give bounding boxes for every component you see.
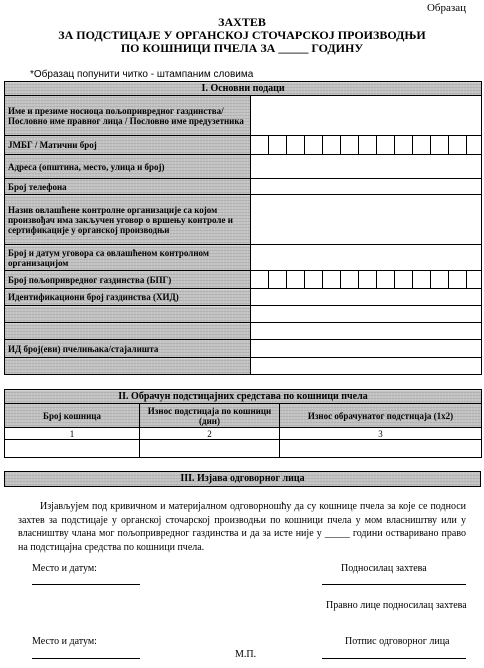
- column-header-hive-count: Број кошница: [5, 404, 140, 428]
- section2-header: II. Обрачун подстицајних средстава по кошници пчела: [5, 390, 482, 404]
- field-label-bpg: Број пољопривредног газдинства (БПГ): [5, 271, 251, 289]
- bpg-digit-cell[interactable]: [323, 271, 341, 289]
- hid-extra-input[interactable]: [251, 306, 482, 323]
- jmbg-digit-cell[interactable]: [341, 136, 359, 155]
- declaration-text: Изјављујем под кривичном и материјалном одговорношћу да су кошнице пчела за које се подноси захтев за подстицаје у органској сточарској производњи по кошници пчела у мом власништву или у власништву члана мог пољопривредног газдинства и да за исте није у _____ години остваривано право на подстицајна средства по кошници пчела.: [18, 501, 466, 553]
- apiary-id-input[interactable]: [251, 340, 482, 358]
- jmbg-digit-cell[interactable]: [359, 136, 377, 155]
- bpg-digit-cell[interactable]: [395, 271, 413, 289]
- hid-extra-row: [5, 306, 251, 323]
- column-number: 3: [280, 428, 482, 440]
- form-tag: Образац: [426, 2, 466, 14]
- stamp-placeholder: М.П.: [235, 649, 257, 660]
- fill-instruction: *Образац попунити читко - штампаним словима: [30, 69, 254, 80]
- hid-extra-input[interactable]: [251, 323, 482, 340]
- total-amount-input[interactable]: [280, 440, 482, 458]
- responsible-person-label: Потпис одговорног лица: [345, 636, 450, 647]
- legal-entity-label: Правно лице подносилац захтева: [326, 600, 467, 611]
- jmbg-digit-cell[interactable]: [413, 136, 431, 155]
- address-input[interactable]: [251, 155, 482, 179]
- bpg-digit-cell[interactable]: [413, 271, 431, 289]
- field-label-jmbg: ЈМБГ / Матични број: [5, 136, 251, 155]
- jmbg-digit-cell[interactable]: [395, 136, 413, 155]
- hid-extra-row: [5, 323, 251, 340]
- jmbg-digit-cell[interactable]: [269, 136, 287, 155]
- phone-input[interactable]: [251, 179, 482, 195]
- bpg-digit-cell[interactable]: [467, 271, 482, 289]
- place-date-line[interactable]: [32, 658, 140, 659]
- field-label-address: Адреса (општина, место, улица и број): [5, 155, 251, 179]
- section1-header: I. Основни подаци: [5, 82, 482, 96]
- holder-name-input[interactable]: [251, 96, 482, 136]
- bpg-digit-cell[interactable]: [341, 271, 359, 289]
- bpg-digit-cell[interactable]: [305, 271, 323, 289]
- place-date-line[interactable]: [32, 584, 140, 585]
- jmbg-digit-cell[interactable]: [251, 136, 269, 155]
- field-label-hid: Идентификациони број газдинства (ХИД): [5, 289, 251, 306]
- field-label-contract: Број и датум уговора са овлашћеном контролном организацијом: [5, 245, 251, 271]
- column-number: 2: [140, 428, 280, 440]
- jmbg-digit-cell[interactable]: [467, 136, 482, 155]
- bpg-digit-cell[interactable]: [449, 271, 467, 289]
- declaration-header-table: [4, 471, 481, 487]
- field-label-phone: Број телефона: [5, 179, 251, 195]
- bpg-digit-cell[interactable]: [287, 271, 305, 289]
- field-label-holder-name: Име и презиме носиоца пољопривредног газдинства/ Пословно име правног лица / Пословно име предузетника: [5, 96, 251, 136]
- field-label-apiary-id: ИД број(еви) пчелињака/стајалишта: [5, 340, 251, 358]
- column-header-total-amount: Износ обрачунатог подстицаја (1x2): [280, 404, 482, 428]
- form-subtitle: ЗА ПОДСТИЦАЈЕ У ОРГАНСКОЈ СТОЧАРСКОЈ ПРОИЗВОДЊИ: [58, 28, 426, 42]
- applicant-signature-line[interactable]: [322, 584, 466, 585]
- contract-input[interactable]: [251, 245, 482, 271]
- responsible-signature-line[interactable]: [322, 658, 466, 659]
- jmbg-digit-cell[interactable]: [377, 136, 395, 155]
- place-date-label: Место и датум:: [32, 636, 97, 647]
- form-title: ЗАХТЕВ: [218, 15, 266, 29]
- jmbg-digit-cell[interactable]: [431, 136, 449, 155]
- column-header-amount-per-hive: Износ подстицаја по кошници (дин): [140, 404, 280, 428]
- bpg-digit-cell[interactable]: [377, 271, 395, 289]
- bpg-digit-cell[interactable]: [359, 271, 377, 289]
- basic-data-table: [4, 81, 482, 375]
- jmbg-digit-cell[interactable]: [305, 136, 323, 155]
- place-date-label: Место и датум:: [32, 563, 97, 574]
- column-number: 1: [5, 428, 140, 440]
- bpg-digit-cell[interactable]: [269, 271, 287, 289]
- jmbg-digit-cell[interactable]: [287, 136, 305, 155]
- field-label-control-org: Назив овлашћене контролне организације са којом произвођач има закључен уговор о вршењу контроле и сертификације у органској производњи: [5, 195, 251, 245]
- apiary-extra-row: [5, 358, 251, 375]
- jmbg-digit-cell[interactable]: [323, 136, 341, 155]
- jmbg-digit-cell[interactable]: [449, 136, 467, 155]
- hive-count-input[interactable]: [5, 440, 140, 458]
- control-org-input[interactable]: [251, 195, 482, 245]
- bpg-digit-cell[interactable]: [431, 271, 449, 289]
- applicant-label: Подносилац захтева: [341, 563, 427, 574]
- apiary-extra-input[interactable]: [251, 358, 482, 375]
- bpg-digit-cell[interactable]: [251, 271, 269, 289]
- amount-per-hive-input[interactable]: [140, 440, 280, 458]
- section3-header: III. Изјава одговорног лица: [5, 472, 481, 487]
- form-subtitle-year: ПО КОШНИЦИ ПЧЕЛА ЗА _____ ГОДИНУ: [120, 41, 364, 55]
- calculation-table: [4, 389, 482, 458]
- hid-input[interactable]: [251, 289, 482, 306]
